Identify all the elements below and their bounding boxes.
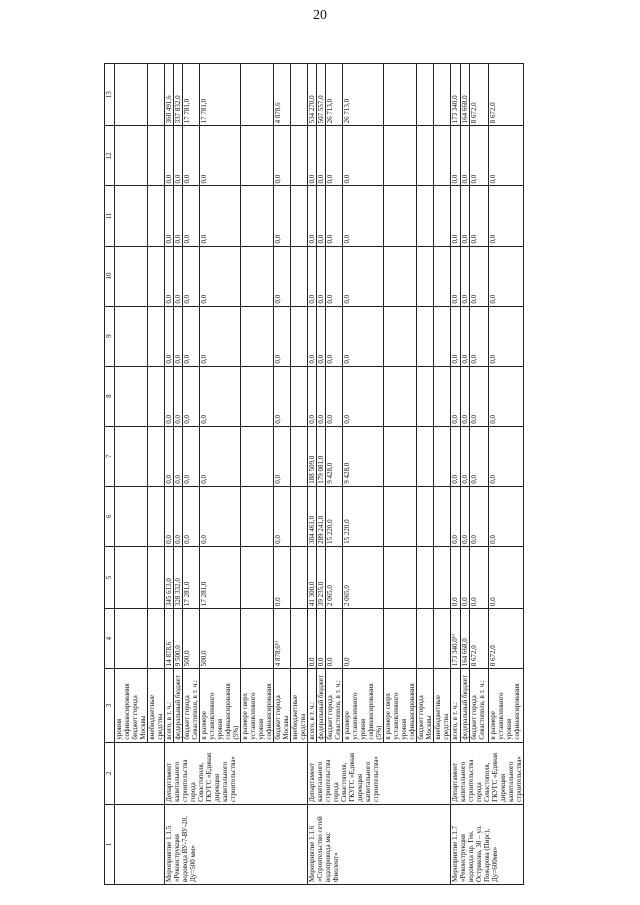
value-cell-col-11: 0,0 <box>451 186 461 246</box>
value-cell-col-8 <box>434 366 451 426</box>
value-cell-col-12: 0,0 <box>470 126 488 186</box>
column-header-1: 1 <box>105 804 115 884</box>
value-cell-col-10 <box>148 246 165 306</box>
column-header-2: 2 <box>105 742 115 804</box>
value-cell-col-9: 0,0 <box>326 306 343 366</box>
value-cell-col-6: 0,0 <box>460 486 470 546</box>
value-cell-col-7 <box>384 426 417 486</box>
value-cell-col-13 <box>384 64 417 126</box>
value-cell-col-9: 0,0 <box>183 306 200 366</box>
funding-source-label: бюджет города Севастополя, в т. ч.: <box>183 669 200 742</box>
value-cell-col-13: 26 713,0 <box>343 64 384 126</box>
executor-name: Департамент капитального строительства города Севастополя, ГКУГС «Единая дирекция капитального строительства» <box>308 742 451 804</box>
value-cell-col-9 <box>434 306 451 366</box>
value-cell-col-8 <box>291 366 308 426</box>
value-cell-col-6 <box>115 486 148 546</box>
value-cell-col-5 <box>417 546 434 608</box>
value-cell-col-6: 0,0 <box>451 486 461 546</box>
value-cell-col-12: 0,0 <box>165 126 174 186</box>
column-header-3: 3 <box>105 669 115 742</box>
value-cell-col-10 <box>115 246 148 306</box>
value-cell-col-5: 0,0 <box>274 546 291 608</box>
rotated-table-area <box>104 63 539 885</box>
value-cell-col-6: 0,0 <box>488 486 523 546</box>
funding-source-label: всего, в т. ч.: <box>308 669 317 742</box>
value-cell-col-5 <box>434 546 451 608</box>
value-cell-col-8: 0,0 <box>488 366 523 426</box>
value-cell-col-6 <box>384 486 417 546</box>
value-cell-col-5: 17 281,0 <box>183 546 200 608</box>
value-cell-col-5 <box>291 546 308 608</box>
value-cell-col-11: 0,0 <box>183 186 200 246</box>
value-cell-col-12: 0,0 <box>274 126 291 186</box>
value-cell-col-12 <box>417 126 434 186</box>
value-cell-col-5 <box>148 546 165 608</box>
value-cell-col-9: 0,0 <box>308 306 317 366</box>
value-cell-col-7 <box>148 426 165 486</box>
value-cell-col-10 <box>384 246 417 306</box>
budget-table <box>104 63 524 885</box>
value-cell-col-7: 0,0 <box>451 426 461 486</box>
value-cell-col-11: 0,0 <box>470 186 488 246</box>
value-cell-col-11: 0,0 <box>274 186 291 246</box>
value-cell-col-13 <box>241 64 274 126</box>
value-cell-col-4 <box>148 609 165 669</box>
value-cell-col-12: 0,0 <box>183 126 200 186</box>
value-cell-col-6: 15 220,0 <box>326 486 343 546</box>
funding-source-label: всего, в т. ч.: <box>165 669 174 742</box>
value-cell-col-13: 337 832,0 <box>174 64 183 126</box>
funding-source-label: федеральный бюджет <box>174 669 183 742</box>
value-cell-col-10 <box>417 246 434 306</box>
value-cell-col-10 <box>241 246 274 306</box>
value-cell-col-5: 0,0 <box>470 546 488 608</box>
value-cell-col-5: 2 065,0 <box>326 546 343 608</box>
funding-source-label: в размере установленного уровня софинансирования (5%) <box>343 669 384 742</box>
value-cell-col-11: 0,0 <box>174 186 183 246</box>
value-cell-col-8: 0,0 <box>326 366 343 426</box>
value-cell-col-4 <box>434 609 451 669</box>
value-cell-col-10: 0,0 <box>460 246 470 306</box>
value-cell-col-5: 41 300,0 <box>308 546 317 608</box>
funding-source-label: федеральный бюджет <box>317 669 326 742</box>
value-cell-col-12 <box>148 126 165 186</box>
funding-source-label: бюджет города Севастополя, в т. ч.: <box>470 669 488 742</box>
value-cell-col-5: 328 332,0 <box>174 546 183 608</box>
value-cell-col-11: 0,0 <box>343 186 384 246</box>
table-row <box>308 64 317 885</box>
header-row <box>105 64 115 885</box>
value-cell-col-12: 0,0 <box>174 126 183 186</box>
table-row <box>451 64 461 885</box>
value-cell-col-7: 0,0 <box>174 426 183 486</box>
value-cell-col-11 <box>115 186 148 246</box>
value-cell-col-10: 0,0 <box>274 246 291 306</box>
funding-source-label: в размере сверх установленного уровня софинансирования <box>241 669 274 742</box>
value-cell-col-5 <box>384 546 417 608</box>
value-cell-col-13 <box>417 64 434 126</box>
value-cell-col-7: 0,0 <box>183 426 200 486</box>
value-cell-col-12: 0,0 <box>343 126 384 186</box>
value-cell-col-8: 0,0 <box>174 366 183 426</box>
value-cell-col-8: 0,0 <box>165 366 174 426</box>
value-cell-col-11: 0,0 <box>308 186 317 246</box>
value-cell-col-13: 360 491,6 <box>165 64 174 126</box>
value-cell-col-11 <box>384 186 417 246</box>
value-cell-col-6: 0,0 <box>183 486 200 546</box>
funding-source-label: внебюджетные средства <box>434 669 451 742</box>
funding-source-label: уровня софинансирования бюджет города Москвы <box>115 669 148 742</box>
value-cell-col-13: 4 878,6 <box>274 64 291 126</box>
value-cell-col-8: 0,0 <box>460 366 470 426</box>
value-cell-col-11 <box>434 186 451 246</box>
page-number: 20 <box>313 8 327 23</box>
value-cell-col-12: 0,0 <box>200 126 241 186</box>
value-cell-col-9: 0,0 <box>200 306 241 366</box>
column-header-4: 4 <box>105 609 115 669</box>
value-cell-col-4 <box>115 609 148 669</box>
value-cell-col-8: 0,0 <box>470 366 488 426</box>
value-cell-col-10: 0,0 <box>183 246 200 306</box>
value-cell-col-5 <box>241 546 274 608</box>
value-cell-col-6: 0,0 <box>470 486 488 546</box>
value-cell-col-13 <box>115 64 148 126</box>
value-cell-col-9 <box>384 306 417 366</box>
column-header-12: 12 <box>105 126 115 186</box>
value-cell-col-7: 0,0 <box>460 426 470 486</box>
value-cell-col-7 <box>291 426 308 486</box>
value-cell-col-8: 0,0 <box>343 366 384 426</box>
value-cell-col-13 <box>148 64 165 126</box>
value-cell-col-10: 0,0 <box>200 246 241 306</box>
value-cell-col-8: 0,0 <box>183 366 200 426</box>
value-cell-col-9: 0,0 <box>165 306 174 366</box>
value-cell-col-9: 0,0 <box>488 306 523 366</box>
value-cell-col-4: 0,0 <box>326 609 343 669</box>
value-cell-col-8: 0,0 <box>317 366 326 426</box>
funding-source-label: всего, в т. ч.: <box>451 669 461 742</box>
funding-source-label: в размере установленного уровня софинансирования (5%) <box>200 669 241 742</box>
value-cell-col-6: 289 241,0 <box>317 486 326 546</box>
value-cell-col-5: 39 235,0 <box>317 546 326 608</box>
executor-name: Департамент капитального строительства города Севастополя, ГКУГС «Единая дирекция капитального строительства» <box>451 742 524 804</box>
value-cell-col-4 <box>384 609 417 669</box>
value-cell-col-4: 0,0 <box>317 609 326 669</box>
value-cell-col-6: 0,0 <box>174 486 183 546</box>
value-cell-col-8 <box>384 366 417 426</box>
value-cell-col-6: 304 461,0 <box>308 486 317 546</box>
value-cell-col-12: 0,0 <box>460 126 470 186</box>
value-cell-col-9 <box>148 306 165 366</box>
executor-name: Департамент капитального строительства города Севастополя, ГКУГС «Единая дирекция капитального строительства» <box>165 742 308 804</box>
value-cell-col-6: 0,0 <box>165 486 174 546</box>
value-cell-col-8 <box>115 366 148 426</box>
value-cell-col-7 <box>434 426 451 486</box>
value-cell-col-7: 0,0 <box>470 426 488 486</box>
value-cell-col-6: 0,0 <box>200 486 241 546</box>
value-cell-col-13: 8 672,0 <box>470 64 488 126</box>
value-cell-col-9: 0,0 <box>451 306 461 366</box>
column-header-9: 9 <box>105 306 115 366</box>
value-cell-col-4: 500,0 <box>200 609 241 669</box>
value-cell-col-6: 15 220,0 <box>343 486 384 546</box>
value-cell-col-13: 17 781,0 <box>200 64 241 126</box>
funding-source-label: бюджет города Севастополя, в т. ч.: <box>326 669 343 742</box>
value-cell-col-8 <box>241 366 274 426</box>
value-cell-col-4 <box>417 609 434 669</box>
value-cell-col-12 <box>384 126 417 186</box>
measure-name <box>115 804 165 884</box>
value-cell-col-10: 0,0 <box>470 246 488 306</box>
value-cell-col-13: 164 668,0 <box>460 64 470 126</box>
value-cell-col-6 <box>434 486 451 546</box>
value-cell-col-11 <box>241 186 274 246</box>
value-cell-col-5: 345 613,0 <box>165 546 174 608</box>
value-cell-col-13: 507 557,0 <box>317 64 326 126</box>
column-header-7: 7 <box>105 426 115 486</box>
value-cell-col-4: 173 340,0⁶⁾ <box>451 609 461 669</box>
column-header-6: 6 <box>105 486 115 546</box>
measure-name: Мероприятие 1.1.5 «Реконструкция водовода ВУ-7-ВУ-20, Ду=500 мм» <box>165 804 308 884</box>
value-cell-col-4: 8 672,0 <box>488 609 523 669</box>
measure-name: Мероприятие 1.1.7 «Реконструкция водовода пр. Ген. Острякова, 30 – ул. Пожарова (Пирс), Ду=600мм» <box>451 804 524 884</box>
value-cell-col-10 <box>434 246 451 306</box>
value-cell-col-9: 0,0 <box>174 306 183 366</box>
value-cell-col-11: 0,0 <box>165 186 174 246</box>
value-cell-col-12 <box>434 126 451 186</box>
value-cell-col-13: 534 270,0 <box>308 64 317 126</box>
value-cell-col-11 <box>291 186 308 246</box>
value-cell-col-8: 0,0 <box>200 366 241 426</box>
value-cell-col-8: 0,0 <box>451 366 461 426</box>
value-cell-col-4 <box>291 609 308 669</box>
value-cell-col-13: 8 672,0 <box>488 64 523 126</box>
value-cell-col-4: 500,0 <box>183 609 200 669</box>
column-header-8: 8 <box>105 366 115 426</box>
value-cell-col-11: 0,0 <box>326 186 343 246</box>
value-cell-col-7: 0,0 <box>200 426 241 486</box>
value-cell-col-4: 9 500,0 <box>174 609 183 669</box>
value-cell-col-5: 0,0 <box>488 546 523 608</box>
value-cell-col-12: 0,0 <box>326 126 343 186</box>
value-cell-col-7: 0,0 <box>488 426 523 486</box>
column-header-10: 10 <box>105 246 115 306</box>
funding-source-label: бюджет города Москвы <box>417 669 434 742</box>
value-cell-col-4: 0,0 <box>308 609 317 669</box>
value-cell-col-5 <box>115 546 148 608</box>
value-cell-col-6 <box>241 486 274 546</box>
value-cell-col-11 <box>417 186 434 246</box>
value-cell-col-7: 9 428,0 <box>326 426 343 486</box>
value-cell-col-7 <box>115 426 148 486</box>
value-cell-col-9: 0,0 <box>460 306 470 366</box>
value-cell-col-4: 0,0 <box>343 609 384 669</box>
value-cell-col-8: 0,0 <box>308 366 317 426</box>
value-cell-col-4 <box>241 609 274 669</box>
value-cell-col-13: 26 713,0 <box>326 64 343 126</box>
value-cell-col-7: 0,0 <box>274 426 291 486</box>
value-cell-col-12: 0,0 <box>451 126 461 186</box>
value-cell-col-7: 188 509,0 <box>308 426 317 486</box>
value-cell-col-7: 0,0 <box>165 426 174 486</box>
value-cell-col-10: 0,0 <box>165 246 174 306</box>
value-cell-col-7 <box>241 426 274 486</box>
value-cell-col-4: 14 878,6 <box>165 609 174 669</box>
value-cell-col-10: 0,0 <box>343 246 384 306</box>
value-cell-col-5: 2 065,0 <box>343 546 384 608</box>
value-cell-col-6: 0,0 <box>274 486 291 546</box>
funding-source-label: в размере сверх установленного уровня софинансирования <box>384 669 417 742</box>
value-cell-col-6 <box>148 486 165 546</box>
value-cell-col-11: 0,0 <box>460 186 470 246</box>
column-header-13: 13 <box>105 64 115 126</box>
value-cell-col-12 <box>115 126 148 186</box>
funding-source-label: в размере установленного уровня софинансирования <box>488 669 523 742</box>
value-cell-col-13 <box>434 64 451 126</box>
column-header-11: 11 <box>105 186 115 246</box>
value-cell-col-12 <box>291 126 308 186</box>
value-cell-col-11 <box>148 186 165 246</box>
value-cell-col-10: 0,0 <box>326 246 343 306</box>
table-row <box>115 64 148 885</box>
value-cell-col-7: 179 081,0 <box>317 426 326 486</box>
value-cell-col-6 <box>291 486 308 546</box>
value-cell-col-10: 0,0 <box>308 246 317 306</box>
value-cell-col-5: 0,0 <box>451 546 461 608</box>
measure-name: Мероприятие 1.1.6 «Строительство сетей водопровода мкс Фиолент» <box>308 804 451 884</box>
value-cell-col-9: 0,0 <box>317 306 326 366</box>
value-cell-col-12: 0,0 <box>317 126 326 186</box>
value-cell-col-9 <box>241 306 274 366</box>
table-row <box>165 64 174 885</box>
value-cell-col-9 <box>417 306 434 366</box>
value-cell-col-10: 0,0 <box>317 246 326 306</box>
value-cell-col-10 <box>291 246 308 306</box>
value-cell-col-8 <box>417 366 434 426</box>
value-cell-col-12: 0,0 <box>308 126 317 186</box>
value-cell-col-13: 173 340,0 <box>451 64 461 126</box>
funding-source-label: федеральный бюджет <box>460 669 470 742</box>
funding-source-label: бюджет города Москвы <box>274 669 291 742</box>
value-cell-col-8 <box>148 366 165 426</box>
value-cell-col-10: 0,0 <box>488 246 523 306</box>
value-cell-col-10: 0,0 <box>451 246 461 306</box>
value-cell-col-13 <box>291 64 308 126</box>
value-cell-col-12 <box>241 126 274 186</box>
value-cell-col-10: 0,0 <box>174 246 183 306</box>
value-cell-col-11: 0,0 <box>488 186 523 246</box>
value-cell-col-11: 0,0 <box>200 186 241 246</box>
funding-source-label: внебюджетные средства <box>291 669 308 742</box>
value-cell-col-12: 0,0 <box>488 126 523 186</box>
value-cell-col-9 <box>115 306 148 366</box>
value-cell-col-5: 0,0 <box>460 546 470 608</box>
executor-name <box>115 742 165 804</box>
funding-source-label: внебюджетные средства <box>148 669 165 742</box>
value-cell-col-5: 17 281,0 <box>200 546 241 608</box>
value-cell-col-9 <box>291 306 308 366</box>
value-cell-col-11: 0,0 <box>317 186 326 246</box>
value-cell-col-7: 9 428,0 <box>343 426 384 486</box>
value-cell-col-8: 0,0 <box>274 366 291 426</box>
value-cell-col-13: 17 781,0 <box>183 64 200 126</box>
value-cell-col-7 <box>417 426 434 486</box>
value-cell-col-4: 8 672,0 <box>470 609 488 669</box>
value-cell-col-6 <box>417 486 434 546</box>
value-cell-col-9: 0,0 <box>343 306 384 366</box>
value-cell-col-4: 164 668,0 <box>460 609 470 669</box>
column-header-5: 5 <box>105 546 115 608</box>
value-cell-col-9: 0,0 <box>470 306 488 366</box>
value-cell-col-9: 0,0 <box>274 306 291 366</box>
value-cell-col-4: 4 878,6⁶⁾ <box>274 609 291 669</box>
